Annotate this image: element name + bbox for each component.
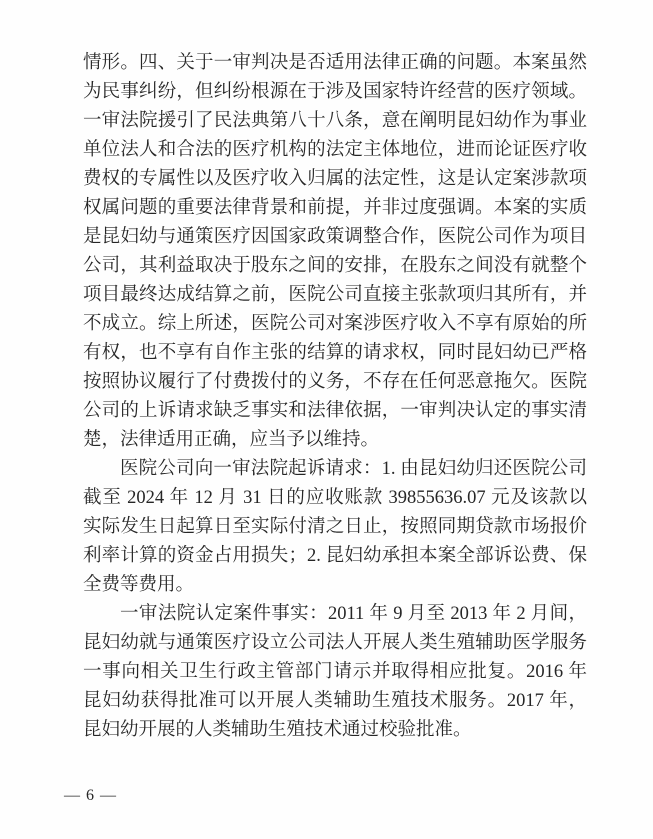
paragraph-facts-found: 一审法院认定案件事实：2011 年 9 月至 2013 年 2 月间，昆妇幼就与通策医疗设立公司法人开展人类生殖辅助医学服务一事向相关卫生行政主管部门请示并取得相应批复。2016 年昆妇幼获得批准可以开展人类辅助生殖技术服务。2017 年，昆妇幼开展的人类辅助生殖技术通过校验批准。 <box>83 604 587 740</box>
document-body <box>83 49 587 745</box>
paragraph-appeal-analysis: 情形。四、关于一审判决是否适用法律正确的问题。本案虽然为民事纠纷，但纠纷根源在于涉及国家特许经营的医疗领域。一审法院援引了民法典第八十八条，意在阐明昆妇幼作为事业单位法人和合法的医疗机构的法定主体地位，进而论证医疗收费权的专属性以及医疗收入归属的法定性，这是认定案涉款项权属问题的重要法律背景和前提，并非过度强调。本案的实质是昆妇幼与通策医疗因国家政策调整合作，医院公司作为项目公司，其利益取决于股东之间的安排，在股东之间没有就整个项目最终达成结算之前，医院公司直接主张款项归其所有，并不成立。综上所述，医院公司对案涉医疗收入不享有原始的所有权，也不享有自作主张的结算的请求权，同时昆妇幼已严格按照协议履行了付费拨付的义务，不存在任何恶意拖欠。医院公司的上诉请求缺乏事实和法律依据，一审判决认定的事实清楚，法律适用正确，应当予以维持。 <box>83 53 587 450</box>
paragraph-lawsuit-claims: 医院公司向一审法院起诉请求：1. 由昆妇幼归还医院公司截至 2024 年 12 月 31 日的应收账款 39855636.07 元及该款以实际发生日起算日至实际付清之日止，按照同期贷款市场报价利率计算的资金占用损失；2. 昆妇幼承担本案全部诉讼费、保全费等费用。 <box>83 459 587 595</box>
page-number: — 6 — <box>64 787 117 804</box>
